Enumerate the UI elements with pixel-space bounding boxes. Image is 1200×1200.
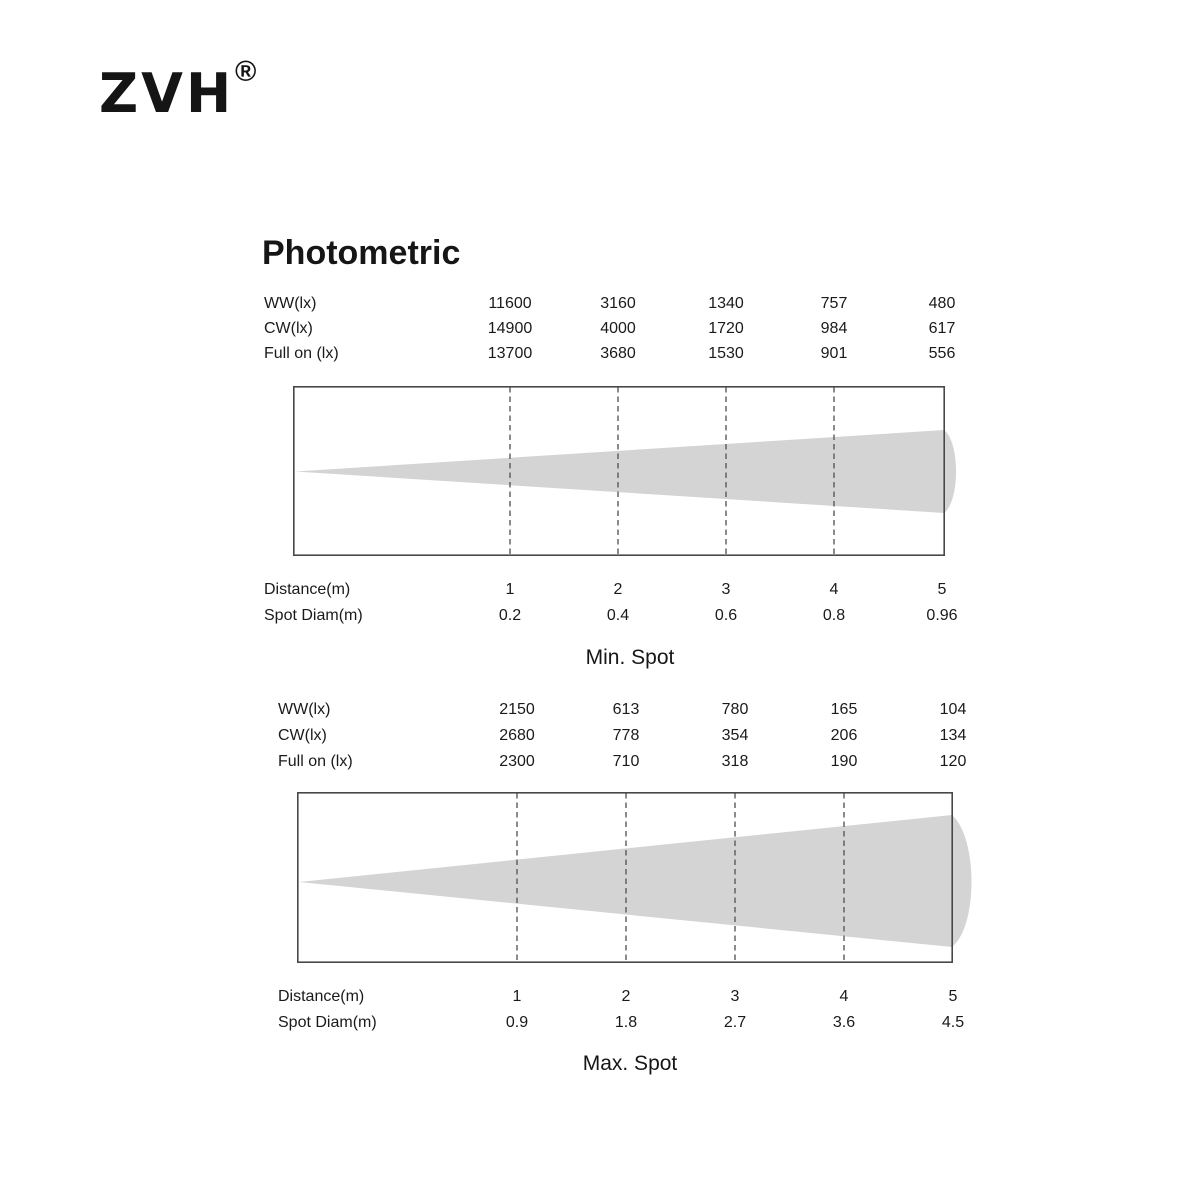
table-cell: 780	[721, 701, 749, 718]
table-cell: 2300	[499, 753, 535, 770]
row-label: Distance(m)	[264, 581, 351, 598]
table-cell: 4000	[600, 320, 636, 337]
table-cell: 318	[721, 753, 749, 770]
table-cell: 3.6	[832, 1014, 856, 1031]
row-label: Full on (lx)	[278, 753, 353, 770]
table-cell: 901	[820, 345, 848, 362]
table-cell: 778	[612, 727, 640, 744]
table-cell: 617	[928, 320, 956, 337]
table-cell: 1.8	[614, 1014, 638, 1031]
page-title: Photometric	[262, 234, 461, 272]
table-cell: 613	[612, 701, 640, 718]
beam-cone	[295, 430, 956, 513]
table-cell: 1	[505, 581, 515, 598]
row-label: CW(lx)	[264, 320, 313, 337]
section-caption-max-spot: Max. Spot	[582, 1052, 678, 1075]
table-cell: 4	[829, 581, 839, 598]
table-row	[0, 577, 1200, 603]
table-cell: 354	[721, 727, 749, 744]
table-row	[0, 984, 1200, 1010]
table-cell: 190	[830, 753, 858, 770]
table-cell: 1340	[708, 295, 744, 312]
table-cell: 3	[730, 988, 740, 1005]
row-label: Distance(m)	[278, 988, 365, 1005]
table-cell: 0.2	[498, 607, 522, 624]
table-cell: 5	[937, 581, 947, 598]
table-cell: 556	[928, 345, 956, 362]
registered-trademark-icon: ®	[235, 56, 257, 88]
table-cell: 984	[820, 320, 848, 337]
table-cell: 165	[830, 701, 858, 718]
table-cell: 206	[830, 727, 858, 744]
row-label: Full on (lx)	[264, 345, 339, 362]
table-cell: 0.96	[926, 607, 958, 624]
table-cell: 2.7	[723, 1014, 747, 1031]
table-row	[0, 291, 1200, 317]
table-row	[0, 697, 1200, 723]
table-row	[0, 723, 1200, 749]
table-cell: 3680	[600, 345, 636, 362]
row-label: WW(lx)	[264, 295, 317, 312]
table-cell: 0.6	[714, 607, 738, 624]
table-cell: 710	[612, 753, 640, 770]
brand-logo	[99, 56, 257, 126]
table-cell: 2	[613, 581, 623, 598]
table-row	[0, 316, 1200, 342]
table-cell: 2	[621, 988, 631, 1005]
table-cell: 3	[721, 581, 731, 598]
table-cell: 2680	[499, 727, 535, 744]
table-cell: 480	[928, 295, 956, 312]
section-caption-min-spot: Min. Spot	[585, 646, 675, 669]
table-cell: 4	[839, 988, 849, 1005]
table-row	[0, 341, 1200, 367]
row-label: WW(lx)	[278, 701, 331, 718]
table-row	[0, 603, 1200, 629]
table-cell: 14900	[487, 320, 533, 337]
table-cell: 0.4	[606, 607, 630, 624]
row-label: Spot Diam(m)	[278, 1014, 377, 1031]
table-cell: 1530	[708, 345, 744, 362]
table-cell: 1	[512, 988, 522, 1005]
max-spot-beam-diagram	[297, 792, 997, 963]
min-spot-beam-diagram	[293, 386, 973, 556]
beam-cone	[299, 815, 972, 947]
table-row	[0, 749, 1200, 775]
table-cell: 120	[939, 753, 967, 770]
table-row	[0, 1010, 1200, 1036]
table-cell: 2150	[499, 701, 535, 718]
table-cell: 13700	[487, 345, 533, 362]
table-cell: 757	[820, 295, 848, 312]
table-cell: 104	[939, 701, 967, 718]
table-cell: 5	[948, 988, 958, 1005]
table-cell: 11600	[488, 295, 532, 312]
brand-wordmark: ZVH	[99, 62, 235, 125]
table-cell: 0.8	[822, 607, 846, 624]
table-cell: 134	[939, 727, 967, 744]
table-cell: 4.5	[941, 1014, 965, 1031]
table-cell: 3160	[600, 295, 636, 312]
row-label: Spot Diam(m)	[264, 607, 363, 624]
table-cell: 0.9	[505, 1014, 529, 1031]
row-label: CW(lx)	[278, 727, 327, 744]
table-cell: 1720	[708, 320, 744, 337]
